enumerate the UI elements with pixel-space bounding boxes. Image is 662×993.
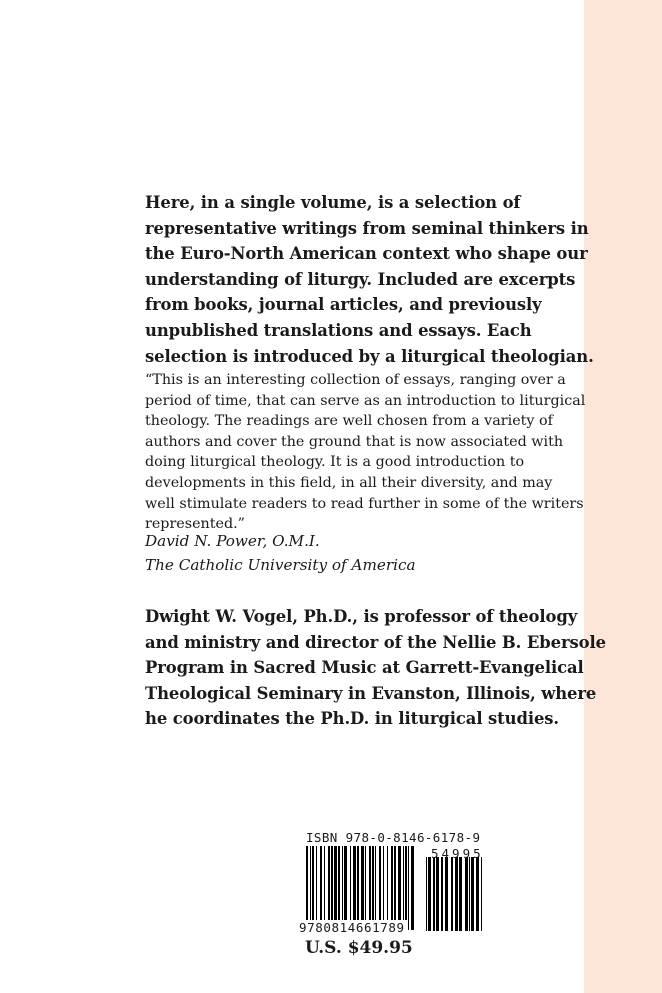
barcode-bar: [342, 846, 343, 930]
quote-line: developments in this field, in all their diversity, and may: [145, 474, 553, 491]
barcode-bar: [365, 846, 366, 930]
quote-line: period of time, that can serve as an introduction to liturgical: [145, 392, 586, 409]
description-line: selection is introduced by a liturgical theologian.: [145, 346, 594, 366]
barcode-bar: [436, 857, 439, 931]
barcode-bar: [391, 846, 393, 930]
quote-line: represented.”: [145, 516, 245, 533]
barcode-bar: [320, 846, 322, 930]
quote-line: authors and cover the ground that is now associated with: [145, 433, 564, 450]
barcode-bar: [451, 857, 453, 931]
quote-attribution: [145, 529, 416, 577]
barcode-bar: [350, 846, 351, 930]
barcode-bar: [471, 857, 474, 931]
author-bio: [145, 604, 606, 732]
barcode-bar: [476, 857, 479, 931]
barcode-bar: [372, 846, 374, 930]
barcode-bar: [465, 857, 468, 931]
quote-line: well stimulate readers to read further in some of the writers: [145, 495, 584, 512]
barcode-bar: [324, 846, 325, 930]
barcode-bar: [455, 857, 458, 931]
barcode-bar: [433, 857, 435, 931]
description-line: the Euro-North American context who shape our: [145, 244, 588, 264]
isbn-label: ISBN 978-0-8146-6178-9: [306, 830, 481, 845]
bio-line: Theological Seminary in Evanston, Illinois, where: [145, 683, 597, 703]
barcode-bar: [334, 846, 337, 930]
bio-line: and ministry and director of the Nellie B. Ebersole: [145, 632, 606, 652]
barcode-bar: [369, 846, 371, 930]
barcode-bar: [445, 857, 448, 931]
barcode-bar: [441, 857, 443, 931]
barcode-bar: [361, 846, 364, 930]
barcode-bar: [338, 846, 340, 930]
quote-line: doing liturgical theology. It is a good introduction to: [145, 454, 525, 471]
barcode-bar: [428, 857, 431, 931]
ean-number: 9780814661789: [299, 920, 405, 935]
description-line: understanding of liturgy. Included are excerpts: [145, 269, 576, 289]
description-line: representative writings from seminal thinkers in: [145, 218, 589, 238]
attribution-affiliation: The Catholic University of America: [145, 556, 416, 574]
barcode-bar: [394, 846, 396, 930]
price: U.S. $49.95: [305, 938, 413, 958]
quote-line: theology. The readings are well chosen from a variety of: [145, 413, 553, 430]
barcode-bar: [387, 846, 388, 930]
barcode-bar: [357, 846, 359, 930]
barcode-bar: [411, 846, 414, 930]
barcode-bar: [331, 846, 333, 930]
barcode-bar: [310, 846, 311, 930]
barcode-bar: [481, 857, 482, 931]
barcode-bar: [379, 846, 381, 930]
barcode-bar: [344, 846, 347, 930]
bio-line: Program in Sacred Music at Garrett-Evangelical: [145, 658, 584, 678]
barcode-bar: [328, 846, 330, 930]
barcode-icon: [306, 846, 416, 930]
barcode-bar: [375, 846, 376, 930]
description-line: unpublished translations and essays. Each: [145, 320, 532, 340]
barcode-bar: [469, 857, 470, 931]
description-line: from books, journal articles, and previously: [145, 295, 542, 315]
barcode-bar: [403, 846, 404, 930]
quote-line: “This is an interesting collection of essays, ranging over a: [145, 372, 566, 388]
barcode-bar: [383, 846, 384, 930]
description: [145, 190, 594, 369]
barcode-bar: [459, 857, 462, 931]
barcode-bar: [398, 846, 401, 930]
endorsement-quote: [145, 370, 585, 535]
spine-color-strip: [584, 0, 662, 993]
barcode-bar: [316, 846, 317, 930]
addon-number: 54995: [431, 846, 484, 861]
bio-line: Dwight W. Vogel, Ph.D., is professor of theology: [145, 607, 578, 626]
bio-line: he coordinates the Ph.D. in liturgical studies.: [145, 709, 560, 729]
barcode-bar: [405, 846, 407, 930]
addon-barcode-icon: [426, 857, 482, 931]
description-line: Here, in a single volume, is a selection of: [145, 193, 521, 212]
attribution-name: David N. Power, O.M.I.: [145, 532, 320, 550]
barcode-bar: [312, 846, 314, 930]
barcode-bar: [353, 846, 356, 930]
barcode-bar: [426, 857, 427, 931]
barcode-bar: [408, 846, 409, 930]
barcode-bar: [306, 846, 308, 930]
